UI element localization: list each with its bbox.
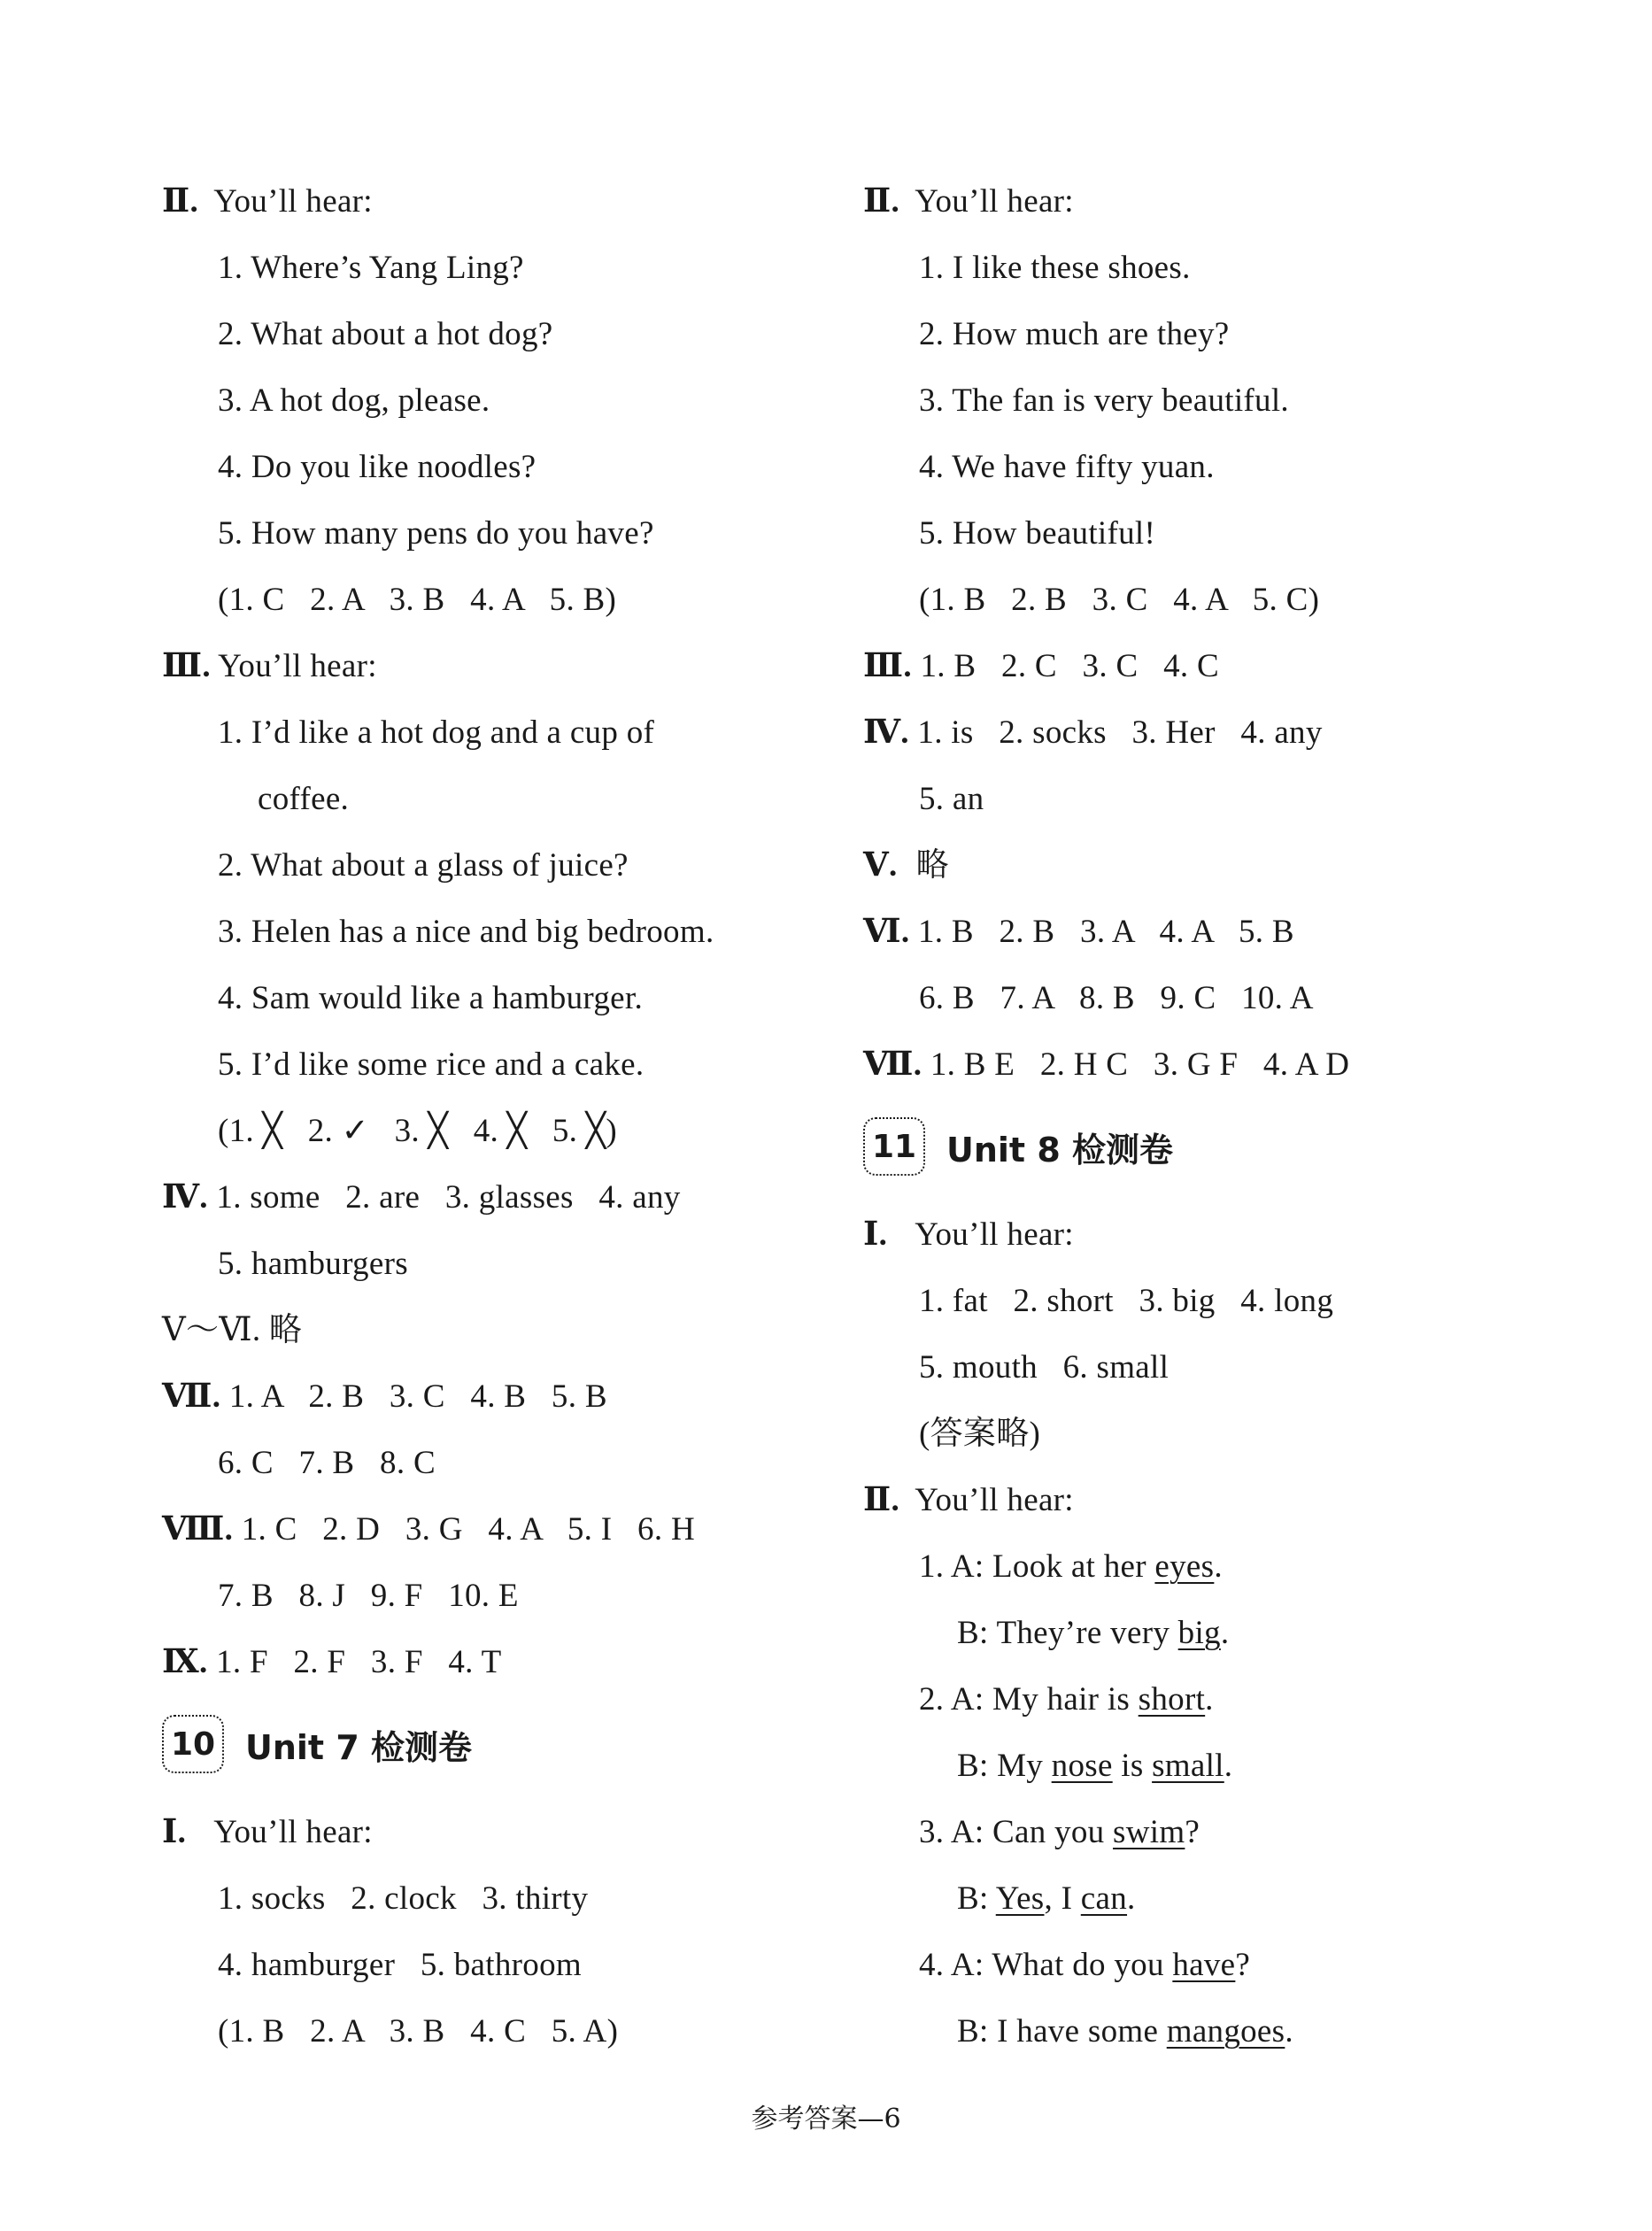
section-iii-heading	[162, 633, 817, 699]
dialogue-text: 2. A: My hair is	[919, 1681, 1139, 1718]
dialogue-text: ?	[1235, 1947, 1251, 1983]
roman-numeral: Ⅸ.	[162, 1644, 208, 1680]
underlined-word: small	[1152, 1748, 1224, 1784]
unit-title: Unit 7 检测卷	[245, 1727, 472, 1767]
dialogue-text: 4. A: What do you	[919, 1947, 1173, 1983]
answer-line: 1. socks 2. clock 3. thirty	[218, 1880, 589, 1917]
answer-line: 7. B 8. J 9. F 10. E	[218, 1578, 519, 1614]
answer-note: (答案略)	[919, 1416, 1041, 1452]
section-vii	[162, 1363, 817, 1430]
dialogue-text: .	[1220, 1615, 1230, 1651]
dialogue-text: 3. A: Can you	[919, 1814, 1114, 1850]
dialogue-text: .	[1224, 1748, 1233, 1784]
right-column	[863, 168, 1536, 2065]
listening-item: 1. Where’s Yang Ling?	[218, 250, 524, 286]
dialogue-text: B:	[957, 1880, 996, 1917]
answer-text: 1. B 2. C 3. C 4. C	[920, 648, 1219, 684]
section-vi	[863, 899, 1536, 965]
roman-numeral: Ⅷ.	[162, 1511, 234, 1548]
listening-item: 4. Do you like noodles?	[218, 449, 537, 485]
underlined-word: big	[1177, 1615, 1221, 1651]
listening-item: 3. A hot dog, please.	[218, 382, 490, 419]
section-iv	[863, 699, 1536, 766]
page-footer: 参考答案—6	[751, 2104, 901, 2135]
listening-item: 2. How much are they?	[919, 316, 1230, 352]
dialogue-text: 1. A: Look at her	[919, 1548, 1155, 1585]
answer-line: 5. hamburgers	[218, 1246, 408, 1282]
heading-text: You’ll hear:	[915, 183, 1074, 220]
listening-item: 5. I’d like some rice and a cake.	[218, 1046, 645, 1083]
section-ii-heading	[863, 168, 1536, 235]
listening-item: 1. I’d like a hot dog and a cup of	[218, 714, 655, 751]
answer-line: (1. B 2. A 3. B 4. C 5. A)	[218, 2013, 619, 2050]
dialogue-line	[863, 1932, 1536, 1998]
u8-section-ii-heading	[863, 1467, 1536, 1533]
section-ii-heading	[162, 168, 817, 235]
answer-line: (1. B 2. B 3. C 4. A 5. C)	[919, 582, 1320, 618]
section-iv	[162, 1164, 817, 1231]
section-viii	[162, 1496, 817, 1563]
left-column	[162, 168, 817, 2065]
dialogue-line	[863, 1799, 1536, 1865]
underlined-word: nose	[1051, 1748, 1113, 1784]
answer-line: 5. mouth 6. small	[919, 1349, 1170, 1386]
section-v	[863, 832, 1536, 899]
heading-text: You’ll hear:	[915, 1216, 1074, 1253]
underlined-word: mangoes	[1166, 2013, 1285, 2050]
unit-8-heading	[863, 1102, 1536, 1191]
underlined-word: short	[1138, 1681, 1206, 1718]
underlined-word: Yes	[995, 1880, 1045, 1917]
u7-section-i-heading	[162, 1799, 817, 1865]
roman-numeral: Ⅶ.	[863, 1046, 922, 1083]
answer-line: 4. hamburger 5. bathroom	[218, 1947, 582, 1983]
listening-item-continuation: coffee.	[258, 781, 350, 817]
dialogue-line	[863, 1865, 1536, 1932]
answer-text: 1. B E 2. H C 3. G F 4. A D	[930, 1046, 1350, 1083]
heading-text: You’ll hear:	[213, 183, 373, 220]
listening-item: 4. Sam would like a hamburger.	[218, 980, 643, 1016]
roman-numeral: Ⅴ.	[863, 847, 898, 884]
dialogue-line	[863, 1998, 1536, 2065]
underlined-word: swim	[1113, 1814, 1185, 1850]
heading-text: You’ll hear:	[218, 648, 377, 684]
dialogue-text: B: My	[957, 1748, 1052, 1784]
section-v-vi: Ⅴ～Ⅵ. 略	[162, 1312, 303, 1348]
section-ix	[162, 1629, 817, 1695]
answer-line: 1. fat 2. short 3. big 4. long	[919, 1283, 1334, 1319]
dialogue-text: is	[1112, 1748, 1153, 1784]
roman-numeral: Ⅵ.	[863, 914, 910, 950]
dialogue-text: .	[1205, 1681, 1214, 1718]
dialogue-text: B: They’re very	[957, 1615, 1178, 1651]
unit-title: Unit 8 检测卷	[946, 1130, 1173, 1170]
roman-numeral: Ⅰ.	[162, 1814, 187, 1850]
listening-item: 5. How many pens do you have?	[218, 515, 654, 552]
listening-item: 5. How beautiful!	[919, 515, 1156, 552]
roman-numeral: Ⅱ.	[863, 183, 900, 220]
listening-item: 4. We have fifty yuan.	[919, 449, 1215, 485]
roman-numeral: Ⅰ.	[863, 1216, 888, 1253]
dialogue-line	[863, 1533, 1536, 1600]
underlined-word: can	[1080, 1880, 1128, 1917]
roman-numeral: Ⅲ.	[162, 648, 211, 684]
dialogue-line	[863, 1666, 1536, 1733]
dialogue-line	[863, 1733, 1536, 1799]
roman-numeral: Ⅱ.	[863, 1482, 900, 1518]
answer-text: 1. B 2. B 3. A 4. A 5. B	[917, 914, 1294, 950]
answer-line: (1. ╳ 2. ✓ 3. ╳ 4. ╳ 5. ╳)	[218, 1113, 617, 1149]
unit-number-badge: 10	[162, 1715, 224, 1773]
dialogue-line	[863, 1600, 1536, 1666]
unit-number-badge: 11	[863, 1117, 925, 1176]
dialogue-text: .	[1285, 2013, 1293, 2050]
dialogue-text: .	[1214, 1548, 1223, 1585]
answer-text: 1. C 2. D 3. G 4. A 5. I 6. H	[241, 1511, 695, 1548]
answer-text: 略	[915, 847, 949, 884]
answer-line: (1. C 2. A 3. B 4. A 5. B)	[218, 582, 617, 618]
section-vii	[863, 1031, 1536, 1098]
answer-text: 1. some 2. are 3. glasses 4. any	[216, 1179, 681, 1216]
answer-line: 6. C 7. B 8. C	[218, 1445, 436, 1481]
unit-7-heading	[162, 1700, 817, 1788]
answer-text: 1. A 2. B 3. C 4. B 5. B	[228, 1378, 607, 1415]
answer-text: 1. F 2. F 3. F 4. T	[216, 1644, 502, 1680]
roman-numeral: Ⅱ.	[162, 183, 199, 220]
listening-item: 3. The fan is very beautiful.	[919, 382, 1289, 419]
roman-numeral: Ⅳ.	[863, 714, 909, 751]
listening-item: 2. What about a glass of juice?	[218, 847, 629, 884]
answer-line: 6. B 7. A 8. B 9. C 10. A	[919, 980, 1314, 1016]
roman-numeral: Ⅶ.	[162, 1378, 221, 1415]
heading-text: You’ll hear:	[213, 1814, 373, 1850]
roman-numeral: Ⅲ.	[863, 648, 912, 684]
underlined-word: have	[1172, 1947, 1236, 1983]
underlined-word: eyes	[1154, 1548, 1215, 1585]
roman-numeral: Ⅳ.	[162, 1179, 208, 1216]
listening-item: 1. I like these shoes.	[919, 250, 1191, 286]
dialogue-text: ?	[1185, 1814, 1200, 1850]
dialogue-text: .	[1127, 1880, 1136, 1917]
listening-item: 2. What about a hot dog?	[218, 316, 553, 352]
dialogue-text: , I	[1044, 1880, 1081, 1917]
section-iii	[863, 633, 1536, 699]
answer-text: 1. is 2. socks 3. Her 4. any	[917, 714, 1323, 751]
u8-section-i-heading	[863, 1201, 1536, 1268]
heading-text: You’ll hear:	[915, 1482, 1074, 1518]
listening-item: 3. Helen has a nice and big bedroom.	[218, 914, 714, 950]
dialogue-text: B: I have some	[957, 2013, 1167, 2050]
answer-line: 5. an	[919, 781, 984, 817]
